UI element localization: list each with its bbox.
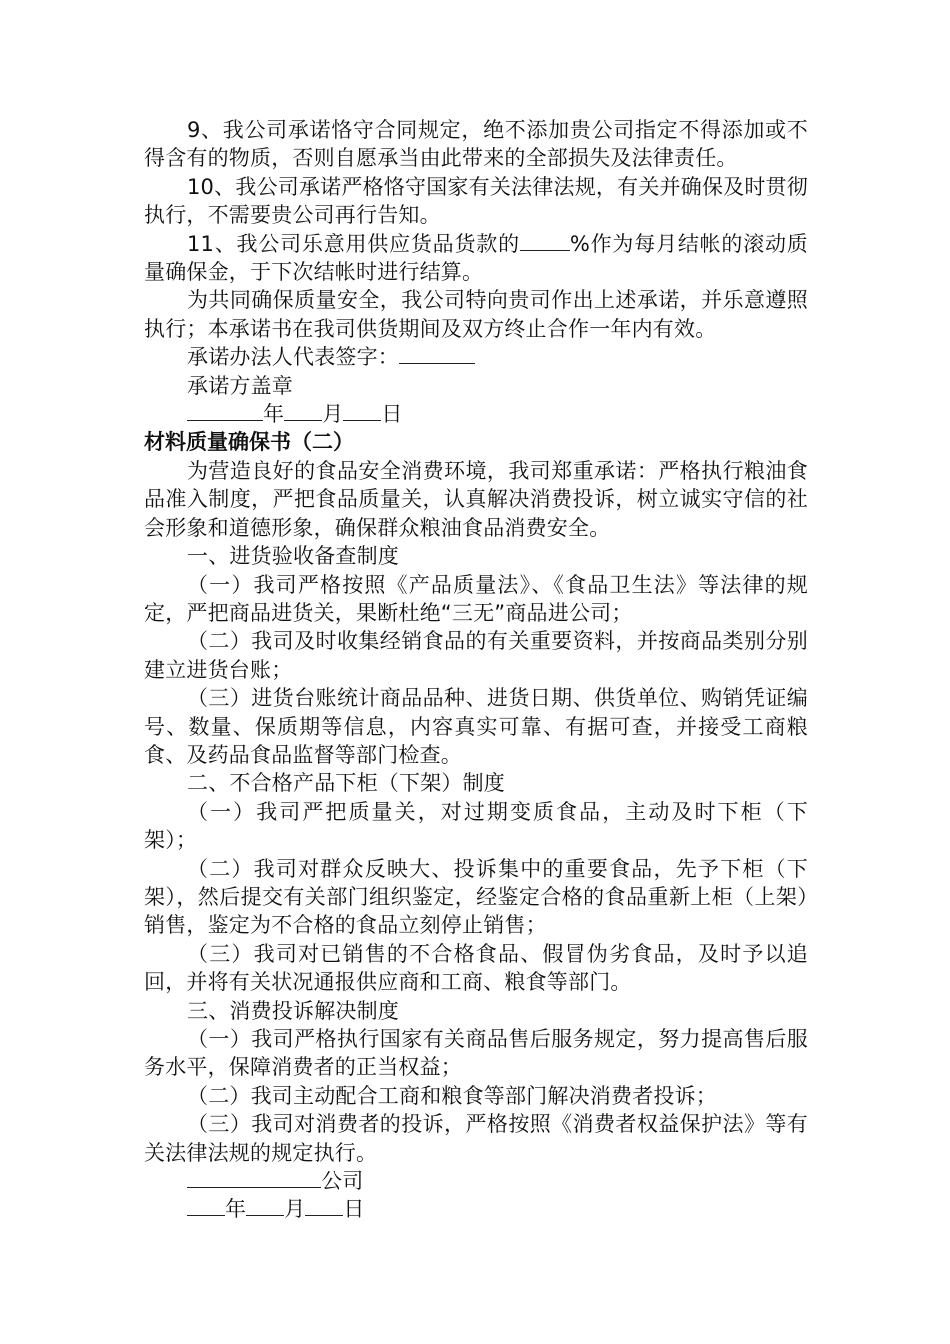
section-title: 材料质量确保书（二）	[144, 430, 354, 455]
subitem-1-2: （二）我司及时收集经销食品的有关重要资料，并按商品类别分别建立进货台账；	[144, 629, 808, 682]
year-blank	[187, 400, 263, 421]
month-blank	[284, 400, 322, 421]
document-body	[144, 116, 808, 1224]
closing-paragraph: 为共同确保质量安全，我公司特向贵司作出上述承诺，并乐意遵照执行；本承诺书在我司供货期间及双方终止合作一年内有效。	[144, 288, 808, 341]
signature-blank	[399, 343, 475, 364]
rep-signature-line	[144, 343, 808, 371]
subitem-2-1: （一）我司严把质量关，对过期变质食品，主动及时下柜（下架）；	[144, 799, 808, 853]
month-blank-2	[246, 1195, 284, 1216]
subheading-1: 一、进货验收备查制度	[187, 544, 399, 569]
clause-10: 10、我公司承诺严格恪守国家有关法律法规，有关并确保及时贯彻执行，不需要贵公司再行告知。	[144, 174, 808, 228]
subitem-1-3: （三）进货台账统计商品品种、进货日期、供货单位、购销凭证编号、数量、保质期等信息，内容真实可靠、有据可查，并接受工商粮食、及药品食品监督等部门检查。	[144, 686, 808, 767]
clause-9: 9、我公司承诺恪守合同规定，绝不添加贵公司指定不得添加或不得含有的物质，否则自愿承当由此带来的全部损失及法律责任。	[144, 118, 808, 171]
date-line-1	[144, 400, 808, 428]
clause-11-before: 11、我公司乐意用供应货品货款的	[187, 231, 520, 256]
day-label: 日	[381, 402, 403, 427]
month-label: 月	[322, 402, 344, 427]
date-line-2	[144, 1195, 808, 1223]
percent-blank	[520, 230, 570, 251]
section-intro: 为营造良好的食品安全消费环境，我司郑重承诺：严格执行粮油食品准入制度，严把食品质量关，认真解决消费投诉，树立诚实守信的社会形象和道德形象，确保群众粮油食品消费安全。	[144, 458, 808, 540]
seal-line: 承诺方盖章	[187, 373, 293, 398]
subitem-3-2: （二）我司主动配合工商和粮食等部门解决消费者投诉；	[187, 1083, 717, 1108]
subitem-3-3: （三）我司对消费者的投诉，严格按照《消费者权益保护法》等有关法律法规的规定执行。	[144, 1112, 808, 1165]
clause-11-after: %作为每月结帐的滚动质量确保金，于下次结帐时进行结算。	[144, 231, 808, 285]
clause-11	[144, 230, 808, 287]
company-label: 公司	[321, 1169, 364, 1194]
year-blank-2	[187, 1195, 225, 1216]
company-line	[144, 1167, 808, 1195]
year-label-2: 年	[225, 1197, 247, 1222]
day-label-2: 日	[343, 1197, 365, 1222]
day-blank	[343, 400, 381, 421]
subitem-2-2: （二）我司对群众反映大、投诉集中的重要食品，先予下柜（下架），然后提交有关部门组织鉴定，经鉴定合格的食品重新上柜（上架）销售，鉴定为不合格的食品立刻停止销售；	[144, 856, 808, 938]
month-label-2: 月	[284, 1197, 306, 1222]
subitem-2-3: （三）我司对已销售的不合格食品、假冒伪劣食品，及时予以追回，并将有关状况通报供应商和工商、粮食等部门。	[144, 941, 808, 995]
subitem-1-1: （一）我司严格按照《产品质量法》、《食品卫生法》等法律的规定，严把商品进货关，果断杜绝“三无”商品进公司；	[144, 572, 808, 625]
subheading-2: 二、不合格产品下柜（下架）制度	[187, 771, 505, 796]
subitem-3-1: （一）我司严格执行国家有关商品售后服务规定，努力提高售后服务水平，保障消费者的正当权益；	[144, 1027, 808, 1080]
year-label: 年	[263, 402, 285, 427]
company-blank	[187, 1167, 321, 1188]
rep-signature-label: 承诺办法人代表签字：	[187, 345, 399, 370]
subheading-3: 三、消费投诉解决制度	[187, 998, 399, 1023]
day-blank-2	[305, 1195, 343, 1216]
